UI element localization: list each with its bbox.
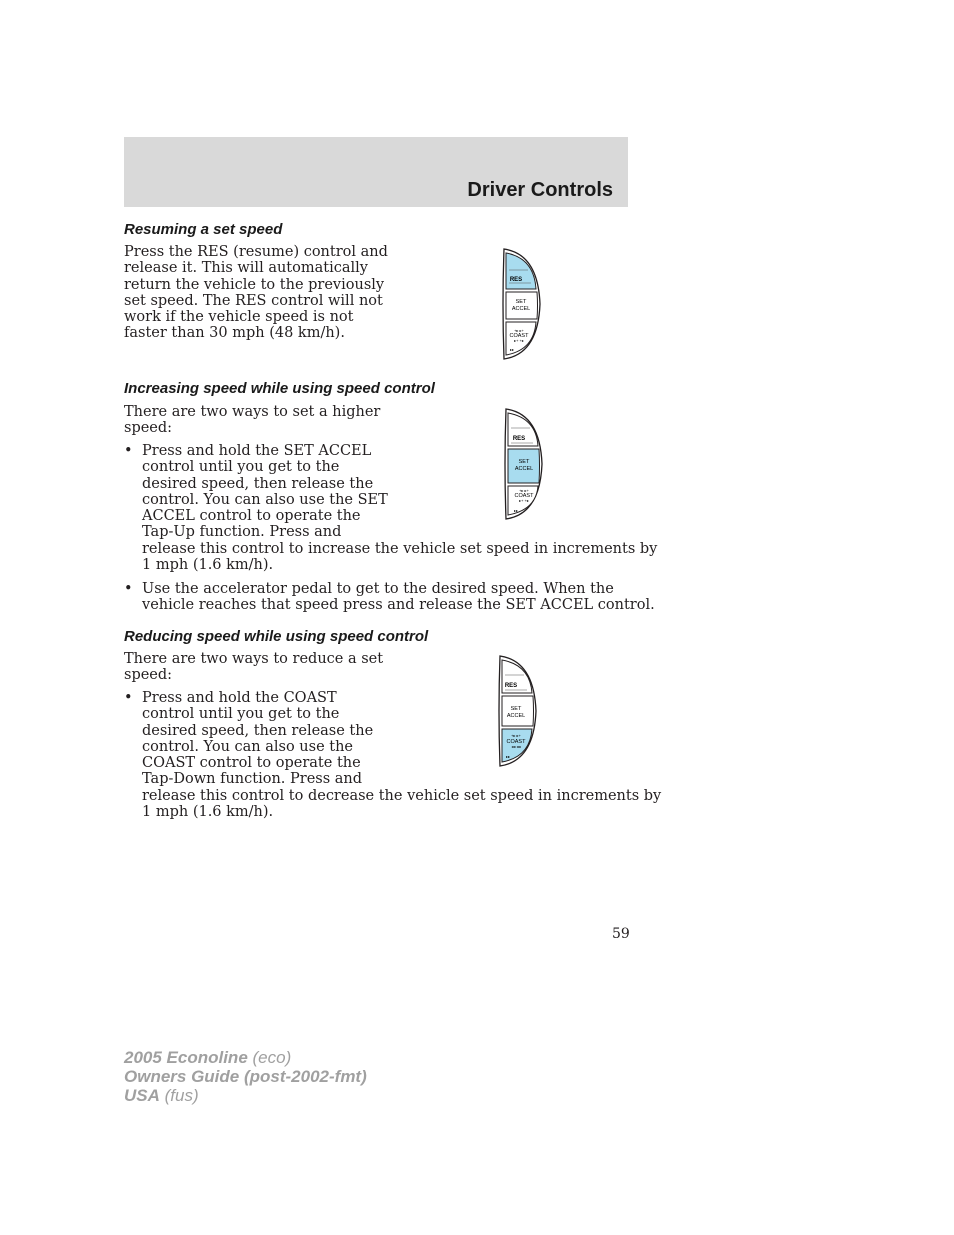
footer-model: 2005 Econoline: [124, 1048, 248, 1067]
arrows-up2-label: ▸+ +▸: [519, 498, 529, 503]
speed-control-coast-highlighted-figure: [494, 653, 540, 769]
heading-reducing-speed: Reducing speed while using speed control: [124, 628, 429, 645]
coast-label: COAST: [506, 739, 526, 745]
footer-guide: Owners Guide (post-2002-fmt): [124, 1067, 367, 1086]
increase-bullet-2: • Use the accelerator pedal to get to the desired speed. When the vehicle reaches that speed press and release the SET ACCEL control.: [124, 581, 655, 614]
footer-market-code: (fus): [159, 1086, 199, 1105]
coast-label: COAST: [509, 333, 529, 339]
arrows-up-label: +▸ ▸+: [519, 488, 529, 493]
set-label: SET: [510, 706, 522, 712]
accel-label: ACCEL: [514, 466, 534, 472]
coast-label: COAST: [514, 493, 534, 499]
bullet-dot: •: [124, 581, 133, 597]
increase-intro: There are two ways to set a higher speed:: [124, 404, 381, 437]
reduce-bullet-1: • Press and hold the COAST control until you get to the desired speed, then release the control. You can also use the COAST control to operate the Tap-Down function. Press and release this control to decrease the vehicle set speed in increments by 1 mph (1.6 km/h).: [124, 690, 662, 821]
heading-resuming-set-speed: Resuming a set speed: [124, 221, 283, 238]
accel-label: ACCEL: [506, 713, 526, 719]
speed-control-res-highlighted-figure: [498, 246, 544, 362]
heading-increasing-speed: Increasing speed while using speed control: [124, 380, 435, 397]
increase-bullet-1: • Press and hold the SET ACCEL control until you get to the desired speed, then release the control. You can also use the SET ACCEL control to operate the Tap-Up function. Press and release this control to increase the vehicle set speed in increments by 1 mph (1.6 km/h).: [124, 443, 658, 574]
footer-market: USA: [124, 1086, 160, 1105]
footer-model-code: (eco): [247, 1048, 292, 1067]
res-label: RES: [512, 436, 526, 442]
reduce-intro: There are two ways to reduce a set speed:: [124, 651, 384, 684]
section-header-bar: [124, 137, 628, 207]
arrow-single-label: ▸▸: [509, 347, 515, 352]
res-label: RES: [509, 277, 523, 283]
section-title: Driver Controls: [467, 179, 613, 201]
resume-paragraph: Press the RES (resume) control and release it. This will automatically return the vehicle to the previously set speed. The RES control will not work if the vehicle speed is not faster than 30 mph (48 km/h).: [124, 244, 388, 342]
arrow-single-label: ▸▸: [505, 754, 511, 759]
speed-control-set-accel-highlighted-figure: [500, 406, 546, 522]
set-label: SET: [518, 459, 530, 465]
arrows-up-label: +▸ ▸+: [511, 733, 521, 738]
page-number: 59: [612, 926, 630, 942]
document-footer: [124, 1048, 367, 1105]
arrow-single-label: ▸▸: [513, 508, 519, 513]
set-label: SET: [515, 299, 527, 305]
accel-label: ACCEL: [511, 306, 531, 312]
arrows-down-label: ◂◂ ◂◂: [511, 744, 521, 749]
arrows-up2-label: ▸+ +▸: [514, 338, 524, 343]
arrows-up-label: +▸ ▸+: [514, 328, 524, 333]
res-label: RES: [504, 683, 518, 689]
bullet-dot: •: [124, 690, 133, 706]
bullet-dot: •: [124, 443, 133, 459]
